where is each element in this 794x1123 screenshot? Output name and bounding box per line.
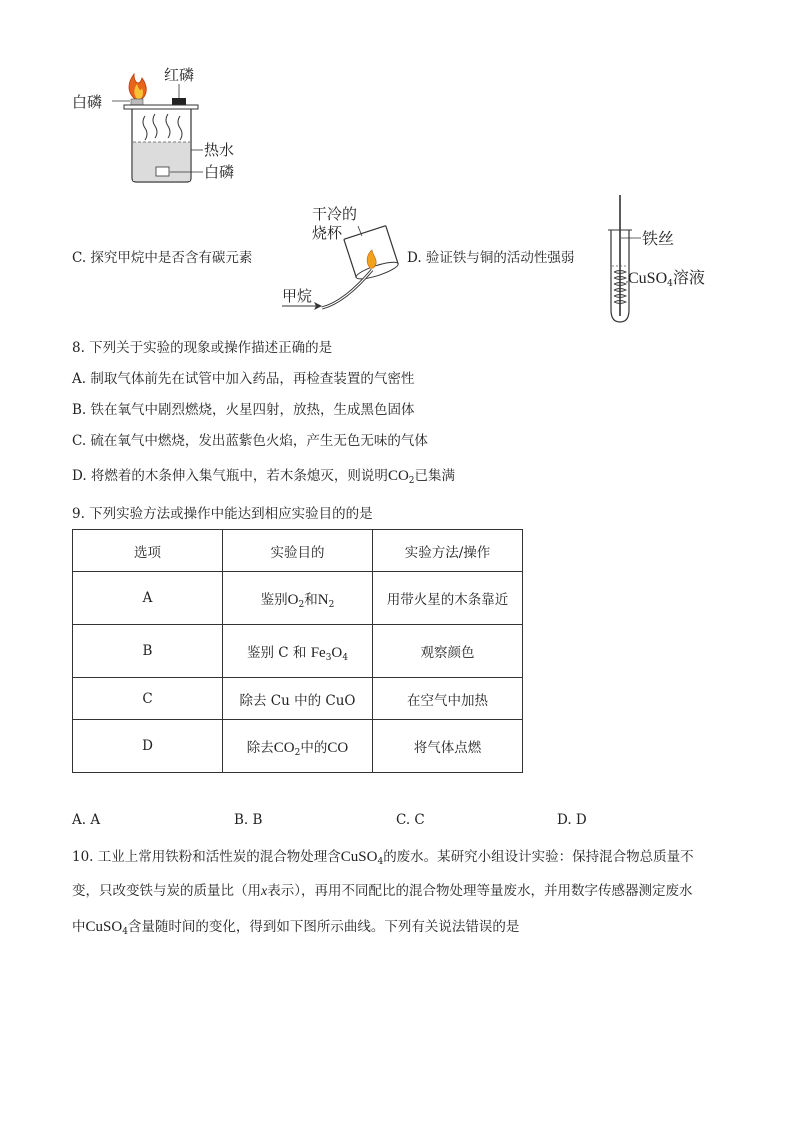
cell-method: 将气体点燃: [373, 720, 523, 773]
label-red-phosphorus: 红磷: [164, 66, 195, 84]
header-method: 实验方法/操作: [373, 530, 523, 572]
cell-purpose: 鉴别 C 和 $Fe_3O_4$: [223, 625, 373, 678]
iron-wire-test-tube-figure: [0, 0, 794, 340]
cell-option: D: [73, 720, 223, 773]
q10-line-2: 变，只改变铁与炭的质量比（用x表示），再用不同配比的混合物处理等量废水，并用数字传感器测定废水: [72, 883, 693, 899]
solution-text: 溶液: [672, 268, 705, 287]
label-iron-wire: 铁丝: [642, 229, 675, 248]
label-cuso4-solution: [628, 269, 705, 288]
cell-purpose: 除去$CO_2$中的CO: [223, 720, 373, 773]
cell-method: 用带火星的木条靠近: [373, 572, 523, 625]
q7-option-c: C. 探究甲烷中是否含有碳元素: [72, 250, 253, 266]
cell-method: 在空气中加热: [373, 678, 523, 720]
label-white-phosphorus-left: 白磷: [72, 93, 103, 111]
q7-option-d: D. 验证铁与铜的活动性强弱: [407, 250, 575, 266]
table-row: [73, 572, 523, 625]
header-purpose: 实验目的: [223, 530, 373, 572]
q8-d-text: D. 将燃着的木条伸入集气瓶中，若木条熄灭，则说明: [72, 468, 388, 484]
q8-stem: 8. 下列关于实验的现象或操作描述正确的是: [72, 340, 333, 356]
cell-method: 观察颜色: [373, 625, 523, 678]
q8-d-text-end: 已集满: [414, 468, 456, 484]
table-row: [73, 678, 523, 720]
label-beaker: 烧杯: [312, 224, 343, 242]
cell-purpose: 除去 Cu 中的 CuO: [223, 678, 373, 720]
cell-option: A: [73, 572, 223, 625]
q8-option-c: C. 硫在氧气中燃烧，发出蓝紫色火焰，产生无色无味的气体: [72, 433, 428, 449]
q10-line-3: 中CuSO$_4$含量随时间的变化，得到如下图所示曲线。下列有关说法错误的是: [72, 919, 520, 937]
cell-purpose: 鉴别$O_2$和$N_2$: [223, 572, 373, 625]
q8-option-a: A. 制取气体前先在试管中加入药品，再检查装置的气密性: [72, 371, 415, 387]
answer-c: C. C: [396, 812, 425, 828]
table-row: [73, 720, 523, 773]
table-row: [73, 625, 523, 678]
q9-table: [72, 529, 523, 773]
q9-stem: 9. 下列实验方法或操作中能达到相应实验目的的是: [72, 506, 373, 522]
cell-option: C: [73, 678, 223, 720]
answer-d: D. D: [557, 812, 587, 828]
formula-co2: CO: [387, 468, 409, 484]
answer-a: A. A: [72, 812, 101, 828]
q8-option-b: B. 铁在氧气中剧烈燃烧，火星四射，放热，生成黑色固体: [72, 402, 415, 418]
label-hot-water: 热水: [204, 141, 235, 159]
label-dry-cold: 干冷的: [312, 205, 358, 223]
subscript: 2: [408, 476, 415, 486]
answer-b: B. B: [234, 812, 263, 828]
q8-option-d: [72, 467, 455, 485]
cell-option: B: [73, 625, 223, 678]
subscript: 4: [667, 279, 673, 289]
table-header-row: [73, 530, 523, 572]
formula-cuso4: CuSO: [628, 270, 668, 287]
label-white-phosphorus-bottom: 白磷: [204, 163, 235, 181]
header-option: 选项: [73, 530, 223, 572]
label-methane: 甲烷: [282, 287, 313, 305]
q10-line-1: 10. 工业上常用铁粉和活性炭的混合物处理含CuSO$_4$的废水。某研究小组设计实验：保持混合物总质量不: [72, 849, 694, 867]
